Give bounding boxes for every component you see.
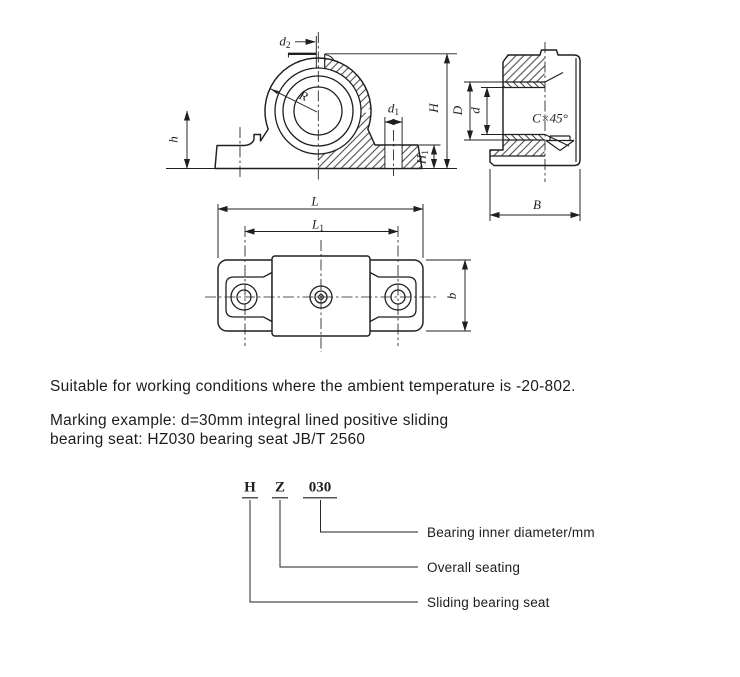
legend-label-sliding-bearing-seat: Sliding bearing seat xyxy=(427,594,550,610)
code-part-Z: Z xyxy=(274,479,286,496)
dim-label-H: H xyxy=(426,103,441,113)
side-view xyxy=(450,42,580,221)
dim-label-d: d xyxy=(467,107,483,114)
note-line-1: Suitable for working conditions where the ambient temperature is -20-802. xyxy=(50,378,576,395)
note-line-2: Marking example: d=30mm integral lined positive sliding xyxy=(50,411,449,429)
hatch-liner-top xyxy=(503,82,544,88)
dim-label-R: R xyxy=(297,87,311,104)
top-view xyxy=(205,194,471,353)
code-part-030: 030 xyxy=(308,479,332,496)
legend-label-overall-seating: Overall seating xyxy=(427,559,521,575)
leader-bearing-inner-diameter xyxy=(321,500,419,532)
hatch-side-cap xyxy=(503,55,544,82)
hatch-liner-bottom xyxy=(503,135,544,141)
leader-sliding-bearing-seat xyxy=(250,500,418,602)
chamfer-label: C×45° xyxy=(532,110,568,126)
front-view xyxy=(166,32,458,182)
dim-label-B: B xyxy=(533,197,541,212)
leader-overall-seating xyxy=(280,500,418,567)
dim-label-d2: d2 xyxy=(279,33,291,51)
dim-label-H1: H1 xyxy=(413,149,431,165)
dim-label-L1: L1 xyxy=(312,216,324,234)
legend-label-bearing-inner-diameter: Bearing inner diameter/mm xyxy=(427,524,595,540)
dim-label-L: L xyxy=(311,193,319,209)
note-line-3: bearing seat: HZ030 bearing seat JB/T 2560 xyxy=(50,431,366,448)
dim-label-d1: d1 xyxy=(387,100,400,118)
dim-label-b: b xyxy=(444,292,459,300)
designation-diagram xyxy=(242,480,418,603)
code-part-H: H xyxy=(244,479,256,496)
oil-hole-center-dot xyxy=(320,296,322,298)
dim-label-D: D xyxy=(450,105,465,116)
dim-label-h: h xyxy=(165,136,181,143)
hatch-side-base xyxy=(491,140,545,156)
